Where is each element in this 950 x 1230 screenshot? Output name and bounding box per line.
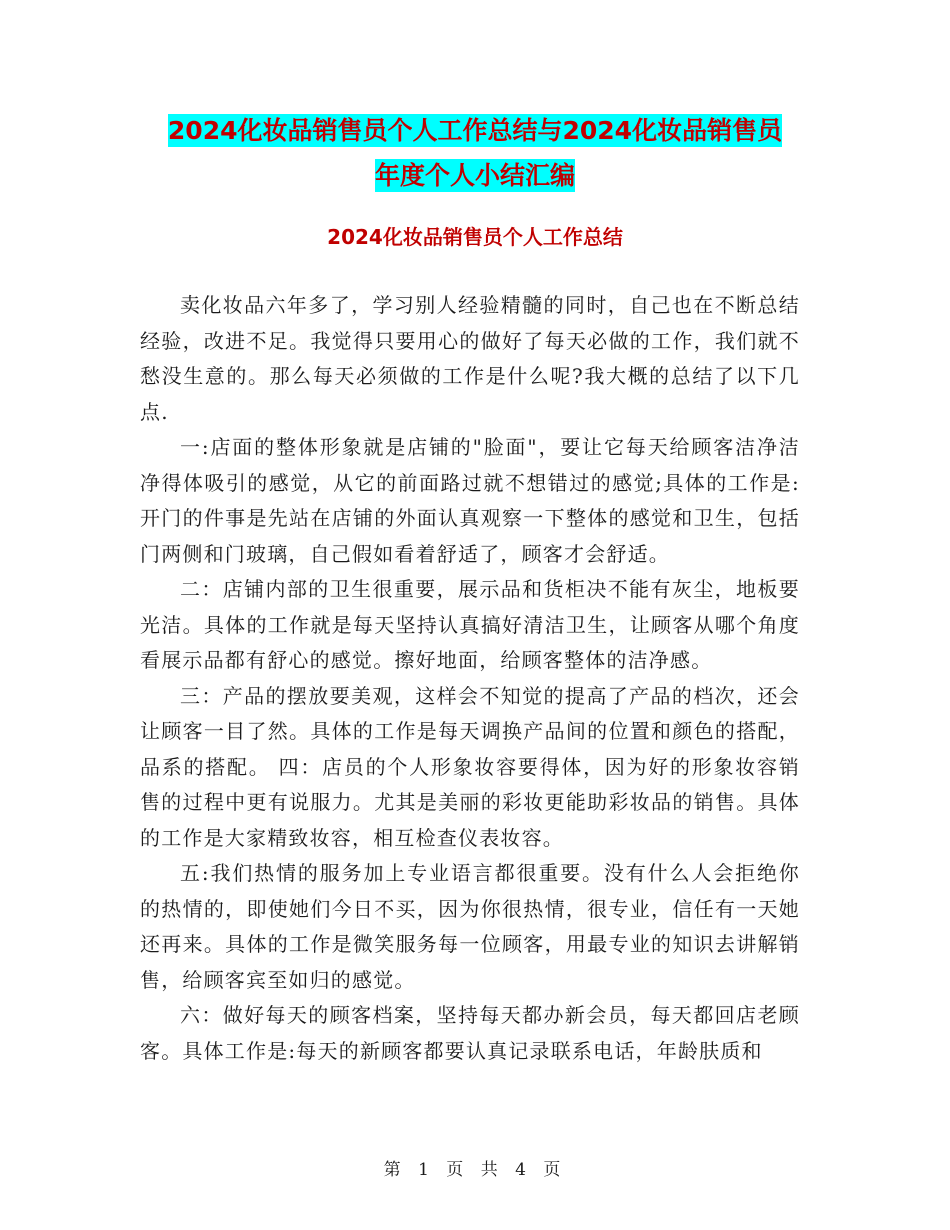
document-body (140, 288, 800, 1069)
document-title-line2: 年度个人小结汇编 (374, 161, 575, 190)
page-footer: 第 1 页 共 4 页 (383, 1160, 567, 1180)
paragraph: 六：做好每天的顾客档案，坚持每天都办新会员，每天都回店老顾客。具体工作是:每天的新顾客都要认真记录联系电话，年龄肤质和 (140, 1003, 800, 1063)
document-title-line1: 2024化妆品销售员个人工作总结与2024化妆品销售员 (167, 116, 783, 145)
document-title (0, 108, 950, 198)
paragraph: 三：产品的摆放要美观，这样会不知觉的提高了产品的档次，还会让顾客一目了然。具体的工作是每天调换产品间的位置和颜色的搭配，品系的搭配。 四：店员的个人形象妆容要得体，因为好的形象妆容销售的过程中更有说服力。尤其是美丽的彩妆更能助彩妆品的销售。具体的工作是大家精致妆容，相互检查仪表妆容。 (140, 683, 800, 850)
paragraph: 一:店面的整体形象就是店铺的"脸面"，要让它每天给顾客洁净洁净得体吸引的感觉，从它的前面路过就不想错过的感觉;具体的工作是:开门的件事是先站在店铺的外面认真观察一下整体的感觉和卫生，包括门两侧和门玻璃，自己假如看着舒适了，顾客才会舒适。 (140, 435, 800, 566)
paragraph: 卖化妆品六年多了，学习别人经验精髓的同时，自己也在不断总结经验，改进不足。我觉得只要用心的做好了每天必做的工作，我们就不愁没生意的。那么每天必须做的工作是什么呢?我大概的总结了以下几点. (140, 293, 800, 424)
section-title: 2024化妆品销售员个人工作总结 (327, 225, 623, 249)
paragraph: 二：店铺内部的卫生很重要，展示品和货柜决不能有灰尘，地板要光洁。具体的工作就是每天坚持认真搞好清洁卫生，让顾客从哪个角度看展示品都有舒心的感觉。擦好地面，给顾客整体的洁净感。 (140, 577, 800, 672)
paragraph: 五:我们热情的服务加上专业语言都很重要。没有什么人会拒绝你的热情的，即使她们今日不买，因为你很热情，很专业，信任有一天她还再来。具体的工作是微笑服务每一位顾客，用最专业的知识去讲解销售，给顾客宾至如归的感觉。 (140, 861, 800, 992)
